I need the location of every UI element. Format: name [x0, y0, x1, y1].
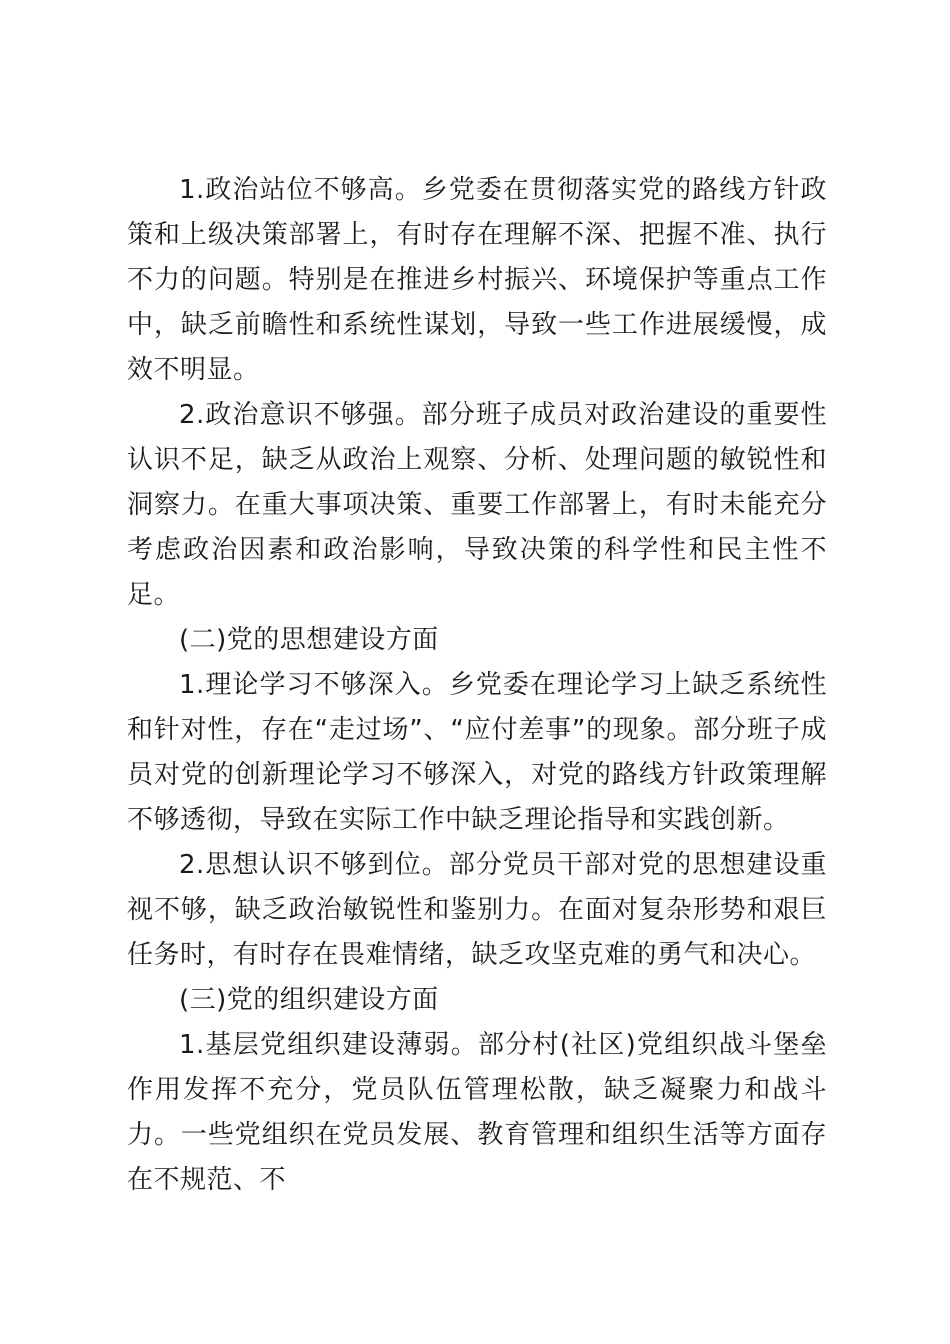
paragraph-ideological-understanding: 2.思想认识不够到位。部分党员干部对党的思想建设重视不够，缺乏政治敏锐性和鉴别力。在面对复杂形势和艰巨任务时，有时存在畏难情绪，缺乏攻坚克难的勇气和决心。 [127, 850, 827, 970]
paragraph-theory-study: 1.理论学习不够深入。乡党委在理论学习上缺乏系统性和针对性，存在“走过场”、“应付差事”的现象。部分班子成员对党的创新理论学习不够深入，对党的路线方针政策理解不够透彻，导致在实际工作中缺乏理论指导和实践创新。 [127, 670, 827, 835]
paragraph-political-standing: 1.政治站位不够高。乡党委在贯彻落实党的路线方针政策和上级决策部署上，有时存在理解不深、把握不准、执行不力的问题。特别是在推进乡村振兴、环境保护等重点工作中，缺乏前瞻性和系统性谋划，导致一些工作进展缓慢，成效不明显。 [127, 175, 827, 385]
paragraph-political-awareness: 2.政治意识不够强。部分班子成员对政治建设的重要性认识不足，缺乏从政治上观察、分析、处理问题的敏锐性和洞察力。在重大事项决策、重要工作部署上，有时未能充分考虑政治因素和政治影响，导致决策的科学性和民主性不足。 [127, 400, 827, 610]
paragraph-grassroots-organization: 1.基层党组织建设薄弱。部分村(社区)党组织战斗堡垒作用发挥不充分，党员队伍管理松散，缺乏凝聚力和战斗力。一些党组织在党员发展、教育管理和组织生活等方面存在不规范、不 [127, 1030, 827, 1195]
document-body [127, 168, 827, 1203]
section-heading-organizational: (三)党的组织建设方面 [179, 985, 439, 1015]
section-heading-ideological: (二)党的思想建设方面 [179, 625, 439, 655]
